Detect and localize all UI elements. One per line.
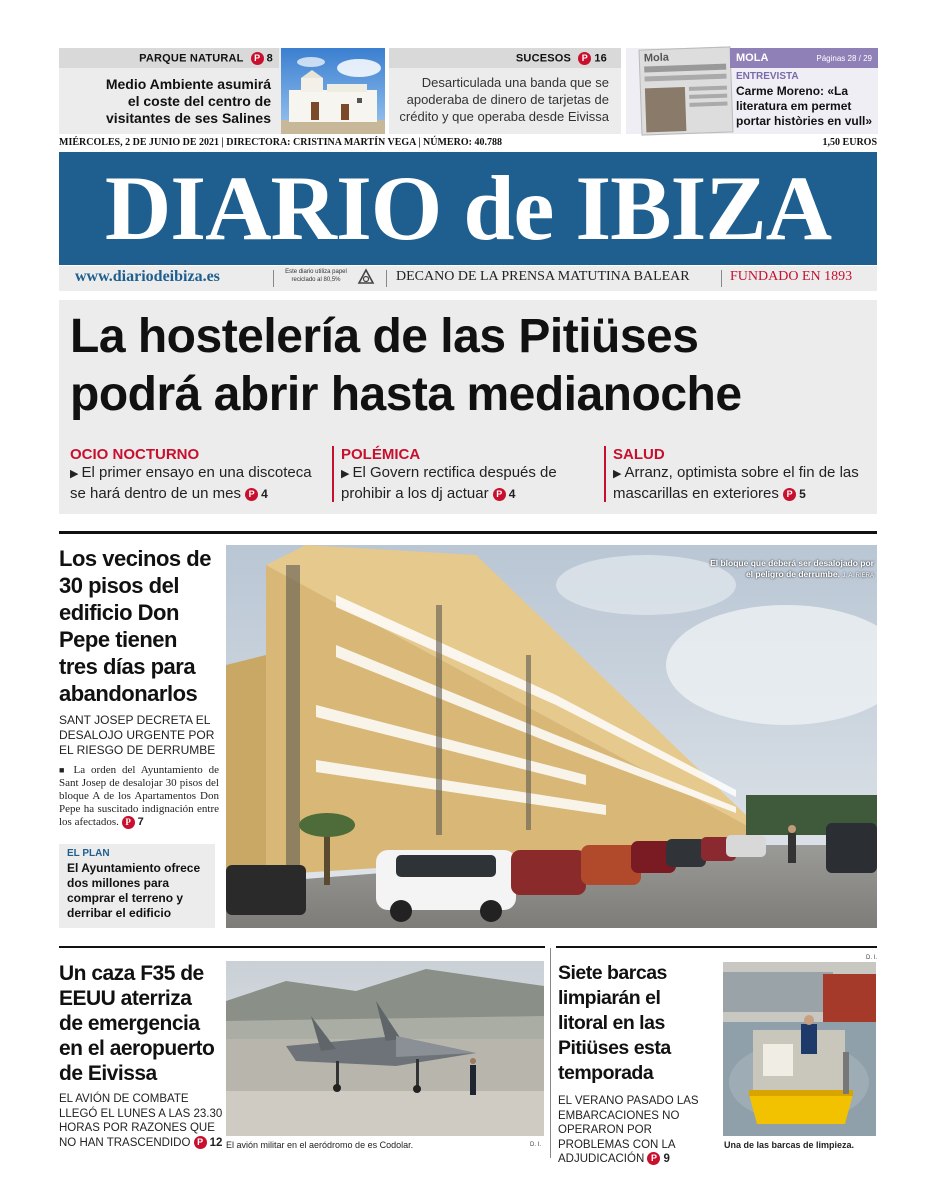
masthead[interactable] bbox=[59, 152, 877, 265]
boats-deck-wrap bbox=[558, 1094, 714, 1167]
teaser-right-label: MOLA bbox=[736, 52, 769, 64]
lead-sub-1[interactable] bbox=[70, 446, 328, 504]
lead-headline-line1: La hostelería de las Pitiüses bbox=[70, 310, 699, 363]
bullet-square-icon: ■ bbox=[59, 765, 68, 775]
lead-sub-1-kicker: OCIO NOCTURNO bbox=[70, 446, 200, 463]
teaser-middle-page: 16 bbox=[594, 52, 607, 65]
main-body-wrap bbox=[59, 764, 219, 829]
lead-sub-3-page: 5 bbox=[799, 487, 806, 501]
lead-sub-3-kicker: SALUD bbox=[613, 446, 665, 463]
recycled-note: Este diario utiliza papel reciclado al 80,5% bbox=[285, 269, 347, 283]
teaser-right-text: Carme Moreno: «La literatura em permet portar històries en vull» bbox=[736, 84, 873, 128]
masthead-title: DIARIO de IBIZA bbox=[104, 157, 832, 259]
page-icon: P bbox=[493, 488, 506, 501]
dateline-number: 40.788 bbox=[474, 137, 502, 148]
boats-photo-caption: Una de las barcas de limpieza. bbox=[724, 1140, 855, 1150]
teaser-middle-label-wrap bbox=[516, 52, 607, 65]
page-icon: P bbox=[194, 1136, 207, 1149]
boats-page: 9 bbox=[663, 1153, 670, 1165]
teaser-left[interactable] bbox=[59, 48, 385, 134]
recycle-icon bbox=[356, 268, 376, 288]
page-icon: P bbox=[647, 1152, 660, 1165]
f35-photo-caption: El avión militar en el aeródromo de es Codolar. bbox=[226, 1140, 414, 1150]
boats-headline[interactable]: Siete barcas limpiarán el litoral en las Pitiüses esta temporada bbox=[558, 962, 671, 1084]
lead-sub-2[interactable] bbox=[341, 446, 599, 504]
main-headline[interactable]: Los vecinos de 30 pisos del edificio Don Pepe tienen tres días para abandonarlos bbox=[59, 546, 211, 706]
teaser-middle-label: SUCESOS bbox=[515, 52, 572, 65]
teaser-right-pages: Páginas 28 / 29 bbox=[816, 54, 872, 63]
lead-sub-3-text: Arranz, optimista sobre el fin de las mascarillas en exteriores bbox=[613, 464, 859, 502]
arrow-right-icon: ▶ bbox=[70, 468, 79, 480]
main-photo-caption-wrap bbox=[704, 558, 874, 582]
main-deck: SANT JOSEP DECRETA EL DESALOJO URGENTE POR EL RIESGO DE DERRUMBE bbox=[59, 713, 216, 757]
cleaning-boat-photo[interactable] bbox=[723, 962, 876, 1136]
dateline-director-label: DIRECTORA: bbox=[226, 137, 291, 148]
church-photo bbox=[281, 48, 385, 134]
f35-photo-credit: D. I. bbox=[530, 1142, 542, 1148]
teaser-middle[interactable] bbox=[389, 48, 621, 134]
f35-deck: EL AVIÓN DE COMBATE LLEGÓ EL LUNES A LAS 23.30 HORAS POR RAZONES QUE NO HAN TRASCENDIDO bbox=[59, 1093, 223, 1149]
boats-deck: EL VERANO PASADO LAS EMBARCACIONES NO OPERARON POR PROBLEMAS CON LA ADJUDICACIÓN bbox=[558, 1095, 699, 1165]
teaser-right-kicker: ENTREVISTA bbox=[736, 71, 799, 82]
f35-page: 12 bbox=[209, 1136, 223, 1149]
dateline-director: CRISTINA MARTÍN VEGA bbox=[293, 137, 416, 148]
teaser-left-label: PARQUE NATURAL bbox=[139, 52, 244, 65]
page-icon: P bbox=[251, 52, 264, 65]
plan-box[interactable] bbox=[59, 844, 215, 928]
site-url[interactable]: www.diariodeibiza.es bbox=[75, 268, 220, 285]
f35-deck-wrap bbox=[59, 1092, 223, 1150]
main-photo-caption: El bloque que deberá ser desalojado por el peligro de derrumbe. bbox=[710, 558, 874, 579]
price: 1,50 EUROS bbox=[822, 137, 877, 148]
teaser-middle-text: Desarticulada una banda que se apoderaba de dinero de tarjetas de crédito y que operaba desde Eivissa bbox=[399, 75, 609, 124]
dateline: MIÉRCOLES, 2 DE JUNIO DE 2021 | DIRECTORA: CRISTINA MARTÍN VEGA | NÚMERO: 40.788 bbox=[59, 137, 502, 148]
lead-story-panel[interactable] bbox=[59, 300, 877, 514]
building-photo[interactable] bbox=[226, 545, 877, 928]
lead-sub-2-text: El Govern rectifica después de prohibir a los dj actuar bbox=[341, 464, 557, 502]
mola-thumb-label: Mola bbox=[643, 51, 670, 65]
slogan: DECANO DE LA PRENSA MATUTINA BALEAR bbox=[396, 269, 690, 284]
divider-left bbox=[59, 946, 545, 948]
teaser-left-label-wrap bbox=[139, 52, 273, 65]
page-icon: P bbox=[245, 488, 258, 501]
arrow-right-icon: ▶ bbox=[613, 468, 622, 480]
teaser-left-page: 8 bbox=[266, 52, 273, 65]
main-photo-credit: J. A. RIERA bbox=[842, 573, 874, 579]
fighter-jet-photo[interactable] bbox=[226, 961, 544, 1136]
plan-kicker: EL PLAN bbox=[67, 848, 110, 859]
lead-sub-1-text: El primer ensayo en una discoteca se hará dentro de un mes bbox=[70, 464, 312, 502]
plan-text: El Ayuntamiento ofrece dos millones para comprar el terreno y derribar el edificio bbox=[67, 861, 201, 920]
lead-headline-line2: podrá abrir hasta medianoche bbox=[70, 368, 742, 421]
lead-sub-1-page: 4 bbox=[261, 487, 268, 501]
f35-headline[interactable]: Un caza F35 de EEUU aterriza de emergencia en el aeropuerto de Eivissa bbox=[59, 962, 215, 1085]
page-icon: P bbox=[122, 816, 135, 829]
main-page: 7 bbox=[137, 816, 144, 829]
mola-thumbnail bbox=[639, 46, 734, 135]
dateline-number-label: NÚMERO: bbox=[423, 137, 472, 148]
lead-sub-2-page: 4 bbox=[508, 487, 516, 501]
column-divider bbox=[550, 948, 551, 1158]
teaser-left-text: Medio Ambiente asumirá el coste del centro de visitantes de ses Salines bbox=[105, 76, 271, 126]
dateline-date: MIÉRCOLES, 2 DE JUNIO DE 2021 bbox=[59, 137, 220, 148]
boats-photo-credit: D. I. bbox=[866, 955, 878, 961]
divider-right bbox=[556, 946, 877, 948]
lead-sub-3[interactable] bbox=[613, 446, 871, 504]
section-divider bbox=[59, 531, 877, 534]
page-icon: P bbox=[578, 52, 591, 65]
main-body: La orden del Ayuntamiento de Sant Josep de desalojar 30 pisos del bloque A de los Apartamentos Don Pepe ha suscitado indignación entre los afectados. bbox=[59, 764, 219, 829]
founded: FUNDADO EN 1893 bbox=[730, 269, 853, 284]
lead-sub-2-kicker: POLÉMICA bbox=[341, 446, 421, 463]
page-icon: P bbox=[783, 488, 796, 501]
arrow-right-icon: ▶ bbox=[341, 468, 350, 480]
teaser-right[interactable] bbox=[626, 48, 878, 134]
